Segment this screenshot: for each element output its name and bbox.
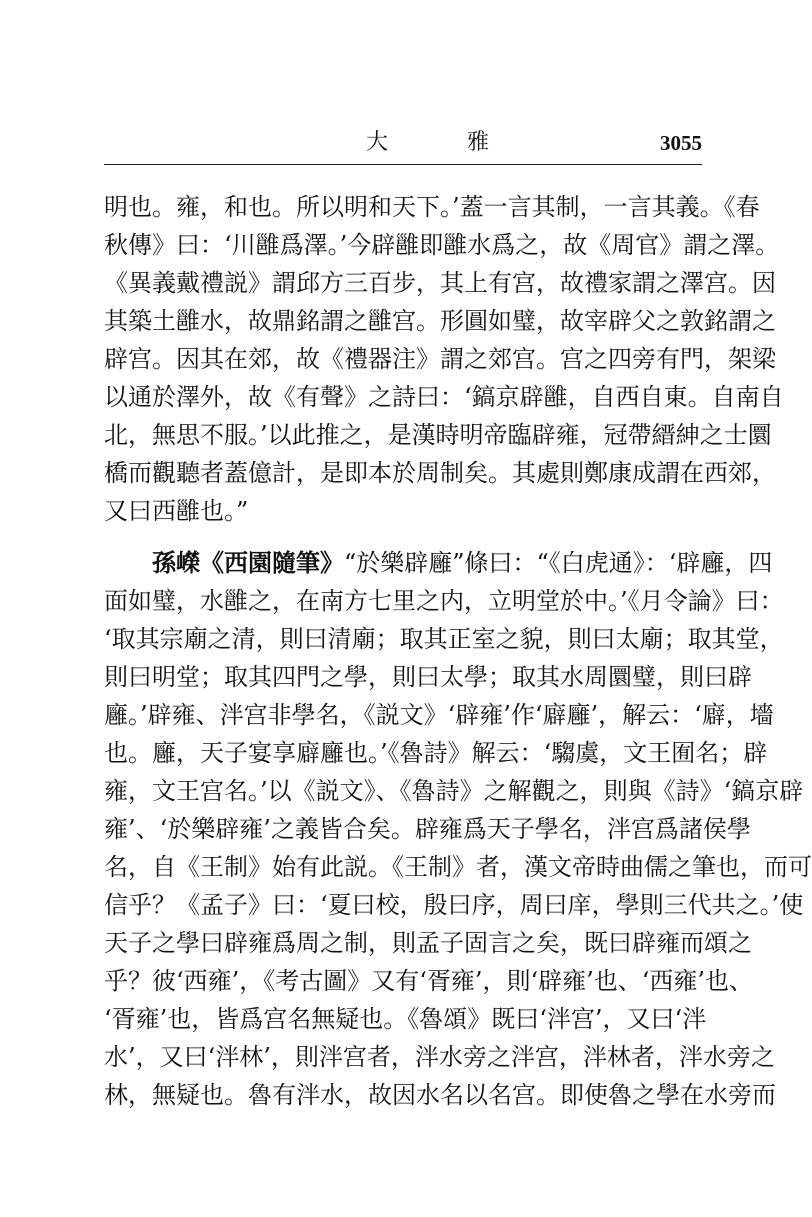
- text-line: 橋而觀聽者蓋億計，是即本於周制矣。其處則鄭康成謂在西郊，: [104, 459, 776, 487]
- text-line: 雍’、‘於樂辟雍’之義皆合矣。辟雍爲天子學名，泮宫爲諸侯學: [104, 815, 751, 843]
- paragraph-gap: [104, 530, 702, 544]
- header-rule: [104, 164, 702, 165]
- paragraph-2: [104, 544, 812, 1114]
- text-line: 雍，文王宫名。’以《説文》、《魯詩》之解觀之，則與《詩》‘鎬京辟: [104, 777, 804, 805]
- running-header: [104, 128, 702, 158]
- paragraph-1: [104, 188, 784, 530]
- text-line: 水’，又曰‘泮林’，則泮宫者，泮水旁之泮宫，泮林者，泮水旁之: [104, 1043, 775, 1071]
- text-line: 秋傳》曰：‘川雝爲澤。’今辟雝即雝水爲之，故《周官》謂之澤。: [104, 231, 780, 259]
- text-line-first: [104, 544, 773, 582]
- text-line: 天子之學曰辟雍爲周之制，則孟子固言之矣，既曰辟雍而頌之: [104, 929, 752, 957]
- body-text: [104, 188, 812, 1114]
- text-line: 信乎？《孟子》曰：‘夏曰校，殷曰序，周曰庠，學則三代共之。’使: [104, 891, 804, 919]
- text-line: ‘胥雍’也，皆爲宫名無疑也。《魯頌》既曰‘泮宫’，又曰‘泮: [104, 1005, 707, 1033]
- text-line: 也。廱，天子宴享廦廱也。’《魯詩》解云：‘騶虞，文王囿名；辟: [104, 739, 768, 767]
- text-line: 又曰西雝也。”: [104, 497, 249, 525]
- text-line: 廱。’辟雍、泮宫非學名，《説文》‘辟雍’作‘廦廱’，解云：‘廦，墻: [104, 701, 774, 729]
- text-line: ‘取其宗廟之清，則曰清廟；取其正室之貌，則曰太廟；取其堂，: [104, 625, 784, 653]
- text-line: 以通於澤外，故《有聲》之詩曰：‘鎬京辟雝，自西自東。自南自: [104, 383, 784, 411]
- text-line: 乎？彼‘西雍’，《考古圖》又有‘胥雍’，則‘辟雍’也、‘西雍’也、: [104, 967, 754, 995]
- running-header-title: 大 雅: [366, 130, 525, 155]
- text-line: 面如璧，水雝之，在南方七里之内，立明堂於中。’《月令論》曰：: [104, 587, 784, 615]
- book-citation: 孫嶸《西園隨筆》: [152, 548, 344, 577]
- text-run: “於樂辟廱”條曰：“《白虎通》：‘辟廱，四: [344, 549, 773, 577]
- text-line: 《異義戴禮説》謂邱方三百步，其上有宫，故禮家謂之澤宫。因: [104, 269, 776, 297]
- text-line: 則曰明堂；取其四門之學，則曰太學；取其水周圜璧，則曰辟: [104, 663, 752, 691]
- text-line: 明也。雍，和也。所以明和天下。’蓋一言其制，一言其義。《春: [104, 193, 760, 221]
- text-line: 辟宫。因其在郊，故《禮器注》謂之郊宫。宫之四旁有門，架梁: [104, 345, 776, 373]
- text-line: 名，自《王制》始有此説。《王制》者，漢文帝時曲儒之筆也，而可: [104, 853, 812, 881]
- text-line: 林，無疑也。魯有泮水，故因水名以名宫。即使魯之學在水旁而: [104, 1081, 776, 1109]
- text-line: 其築土雝水，故鼎銘謂之雝宫。形圓如璧，故宰辟父之敦銘謂之: [104, 307, 776, 335]
- text-line: 北，無思不服。’以此推之，是漢時明帝臨辟雍，冠帶縉紳之士圜: [104, 421, 772, 449]
- page-number: 3055: [660, 131, 702, 155]
